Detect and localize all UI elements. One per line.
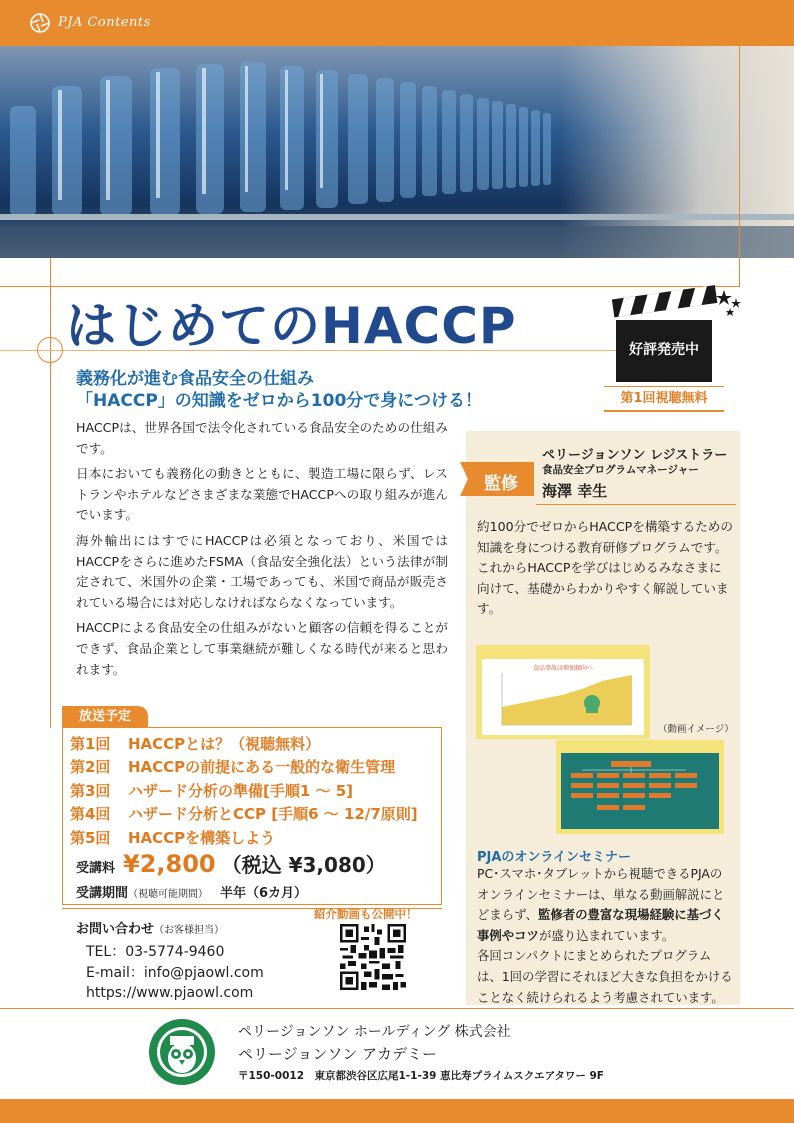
price-tax: （税込 ¥3,080） [221, 853, 386, 877]
price-row [76, 849, 386, 878]
subtitle-line-2: 「HACCP」の知識をゼロから100分で身につける！ [76, 391, 482, 411]
seminar-highlight: 監修者の豊富な現場経験に基づく事例やコツ [477, 907, 724, 943]
video-thumbnail-2[interactable] [556, 740, 724, 834]
seminar-text: PC･スマホ･タブレットから視聴できるPJAのオンラインセミナーは、単なる動画解説にとどまらず、 [477, 866, 725, 923]
supervisor-company: ペリージョンソン レジストラー [542, 448, 728, 463]
intro-paragraph: 日本においても義務化の動きとともに、製造工場に限らず、レストランやホテルなどさまざまな業態でHACCPへの取り組みが進んでいます。 [76, 466, 448, 523]
footer-academy: ペリージョンソン アカデミー [238, 1045, 438, 1063]
supervisor-badge-label: 監修 [484, 474, 518, 494]
supervisor-name: 海澤 幸生 [542, 482, 608, 500]
subtitle-line-1: 義務化が進む食品安全の仕組み [76, 369, 314, 389]
footer-bar [0, 1099, 794, 1123]
seminar-title: PJAのオンラインセミナー [477, 850, 632, 865]
free-view-tag: 第1回視聴無料 [604, 386, 724, 412]
seminar-text: 各回コンパクトにまとめられたプログラムは、1回の学習にそれほど大きな負担をかけることなく続けられるよう考慮されています。 [477, 948, 733, 1005]
promo-text: 紹介動画も公開中！ [314, 907, 418, 921]
thumbnail-caption: （動画イメージ） [658, 724, 734, 735]
contact-details [86, 942, 264, 1004]
contact-note: （お客様担当） [154, 925, 225, 936]
clapperboard-icon [604, 284, 744, 384]
video-thumbnail-1[interactable] [476, 645, 650, 739]
release-badge: 好評発売中 [629, 342, 699, 358]
contact-url[interactable]: https://www.pjaowl.com [86, 985, 254, 1001]
episode-number: 第5回 [70, 828, 111, 847]
decor-line [739, 46, 740, 286]
period-row [76, 882, 307, 901]
schedule-tab: 放送予定 [62, 706, 148, 728]
intro-paragraph: HACCPによる食品安全の仕組みがないと顧客の信頼を得ることができず、食品企業として事業継続が難しくなる時代が来ると思われます。 [76, 620, 448, 677]
episode-number: 第4回 [70, 805, 111, 824]
intro-text [76, 418, 448, 685]
seminar-text: が盛り込まれています。 [538, 927, 675, 943]
contact-title [76, 918, 224, 937]
episode-number: 第3回 [70, 781, 111, 800]
period-note: （視聴可能期間） [128, 889, 209, 900]
contact-heading: お問い合わせ [76, 922, 155, 937]
contact-email[interactable]: E-mail：info@pjaowl.com [86, 964, 264, 981]
episode-title: ハザード分析とCCP [手順6 ～ 12/7原則] [128, 805, 418, 824]
schedule-item [70, 756, 418, 779]
schedule-item [70, 827, 418, 850]
program-paragraph: 約100分でゼロからHACCPを構築するための知識を身につける教育研修プログラムです。 [477, 519, 733, 555]
episode-title: ハザード分析の準備[手順1 ～ 5] [128, 781, 354, 800]
hero-bottles-image [0, 46, 794, 258]
program-description [477, 517, 733, 620]
supervisor-role: 食品安全プログラムマネージャー [542, 464, 699, 476]
decor-circle [37, 337, 63, 363]
divider [0, 1008, 794, 1009]
intro-paragraph: HACCPは、世界各国で法令化されている食品安全のための仕組みです。 [76, 420, 448, 456]
contact-tel: TEL：03-5774-9460 [86, 944, 225, 960]
decor-line [50, 258, 51, 728]
period-label: 受講期間 [76, 886, 129, 901]
divider [536, 504, 736, 505]
schedule-item [70, 780, 418, 803]
owl-emblem-logo [148, 1018, 216, 1086]
footer-company: ペリージョンソン ホールディング 株式会社 [238, 1024, 511, 1040]
schedule-list [70, 733, 418, 850]
thumbnail-title: 食品事故は増加傾向へ [532, 665, 593, 672]
episode-title: HACCPを構築しよう [128, 828, 276, 847]
schedule-item [70, 733, 418, 756]
aperture-logo-icon [30, 13, 50, 33]
program-paragraph: これからHACCPを学びはじめるみなさまに向けて、基礎からわかりやすく解説しています。 [477, 560, 729, 617]
period-value: 半年（6カ月） [220, 886, 308, 901]
episode-title: HACCPとは？（視聴無料） [128, 735, 321, 753]
seminar-description [477, 864, 733, 1008]
episode-number: 第1回 [70, 735, 111, 753]
brand-name: PJA Contents [58, 15, 151, 30]
episode-title: HACCPの前提にある一般的な衛生管理 [128, 758, 396, 777]
page-title: はじめてのHACCP [66, 297, 517, 355]
price-label: 受講料 [76, 861, 116, 876]
schedule-item [70, 803, 418, 826]
header-bar [0, 0, 794, 46]
qr-code-icon[interactable] [340, 924, 406, 990]
price-value: ¥2,800 [123, 850, 216, 878]
episode-number: 第2回 [70, 758, 111, 777]
footer-address: 〒150-0012 東京都渋谷区広尾1-1-39 恵比寿プライムスクエアタワー 9F [238, 1070, 604, 1082]
intro-paragraph: 海外輸出にはすでにHACCPは必須となっており、米国ではHACCPをさらに進めたFSMA（食品安全強化法）という法律が制定されて、米国外の企業・工場であっても、米国で商品が販売されている場合には対応しなければならなくなっています。 [76, 532, 448, 610]
